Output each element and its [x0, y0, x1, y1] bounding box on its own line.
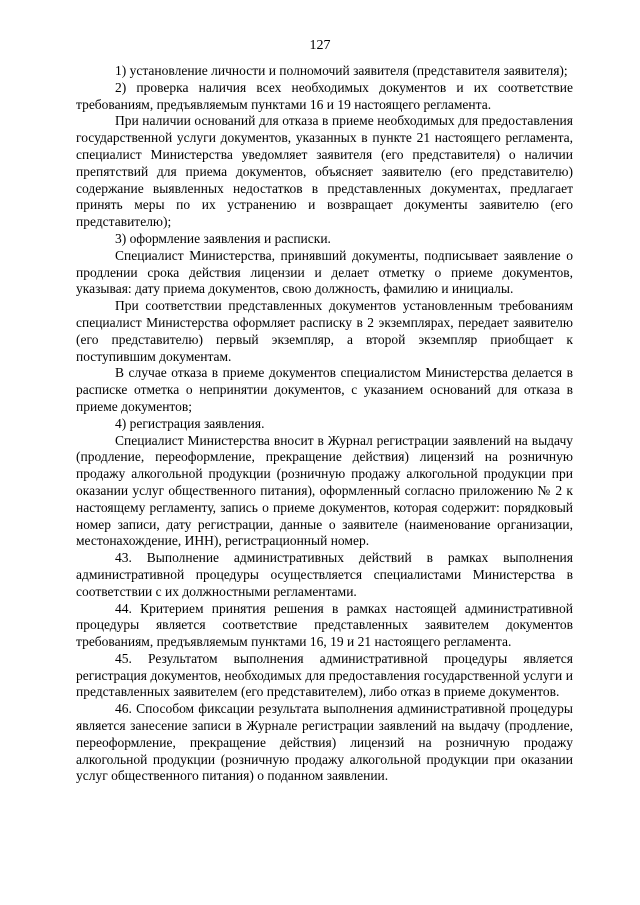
paragraph-signing: Специалист Министерства, принявший документы, подписывает заявление о продлении срока действия лицензии и делает отметку о приеме документов, указывая: дату приема документов, свою должность, фамилию и инициалы. [76, 247, 573, 297]
paragraph-step-3: 3) оформление заявления и расписки. [115, 230, 331, 246]
paragraph-step-2: 2) проверка наличия всех необходимых документов и их соответствие требованиям, предъявляемым пунктами 16 и 19 настоящего регламента. [76, 79, 573, 112]
paragraph-journal-entry: Специалист Министерства вносит в Журнал регистрации заявлений на выдачу (продление, переоформление, прекращение действия) лицензий на розничную продажу алкогольной продукции (розничную продажу алкогольной продукции при оказании услуг общественного питания), оформленный согласно приложению № 2 к настоящему регламенту, запись о приеме документов, которая содержит: порядковый номер записи, дату регистрации, данные о заявителе (наименование организации, местонахождение, ИНН), регистрационный номер. [76, 432, 573, 549]
document-body [76, 63, 573, 785]
paragraph-44: 44. Критерием принятия решения в рамках настоящей административной процедуры является соответствие представленных заявителем документов требованиям, предъявляемым пунктами 16, 19 и 21 настоящего регламента. [76, 600, 573, 650]
paragraph-step-1: 1) установление личности и полномочий заявителя (представителя заявителя); [115, 63, 568, 78]
paragraph-refusal-grounds: При наличии оснований для отказа в приеме необходимых для предоставления государственной услуги документов, указанных в пункте 21 настоящего регламента, специалист Министерства уведомляет заявителя (его представителя) о наличии препятствий для приема документов, объясняет заявителю (его представителю) содержание выявленных недостатков в представленных документах, предлагает принять меры по их устранению и возвращает документы заявителю (его представителю); [76, 113, 573, 230]
paragraph-46: 46. Способом фиксации результата выполнения административной процедуры является занесение записи в Журнале регистрации заявлений на выдачу (продление, переоформление, прекращение действия) лицензий на розничную продажу алкогольной продукции (розничную продажу алкогольной продукции при оказании услуг общественного питания) о поданном заявлении. [76, 701, 573, 784]
paragraph-step-4: 4) регистрация заявления. [115, 415, 265, 431]
paragraph-43: 43. Выполнение административных действий в рамках выполнения административной процедуры осуществляется специалистами Министерства в соответствии с их должностными регламентами. [76, 550, 573, 599]
paragraph-45: 45. Результатом выполнения административной процедуры является регистрация документов, необходимых для предоставления государственной услуги и представленных заявителем (его представителем), либо отказ в приеме документов. [76, 650, 573, 700]
paragraph-refusal-mark: В случае отказа в приеме документов специалистом Министерства делается в расписке отметка о непринятии документов, с указанием оснований для отказа в приеме документов; [76, 365, 573, 414]
page-number: 127 [309, 38, 331, 53]
paragraph-receipt: При соответствии представленных документов установленным требованиям специалист Министерства оформляет расписку в 2 экземплярах, передает заявителю (его представителю) первый экземпляр, а второй экземпляр приобщает к поступившим документам. [76, 298, 573, 364]
